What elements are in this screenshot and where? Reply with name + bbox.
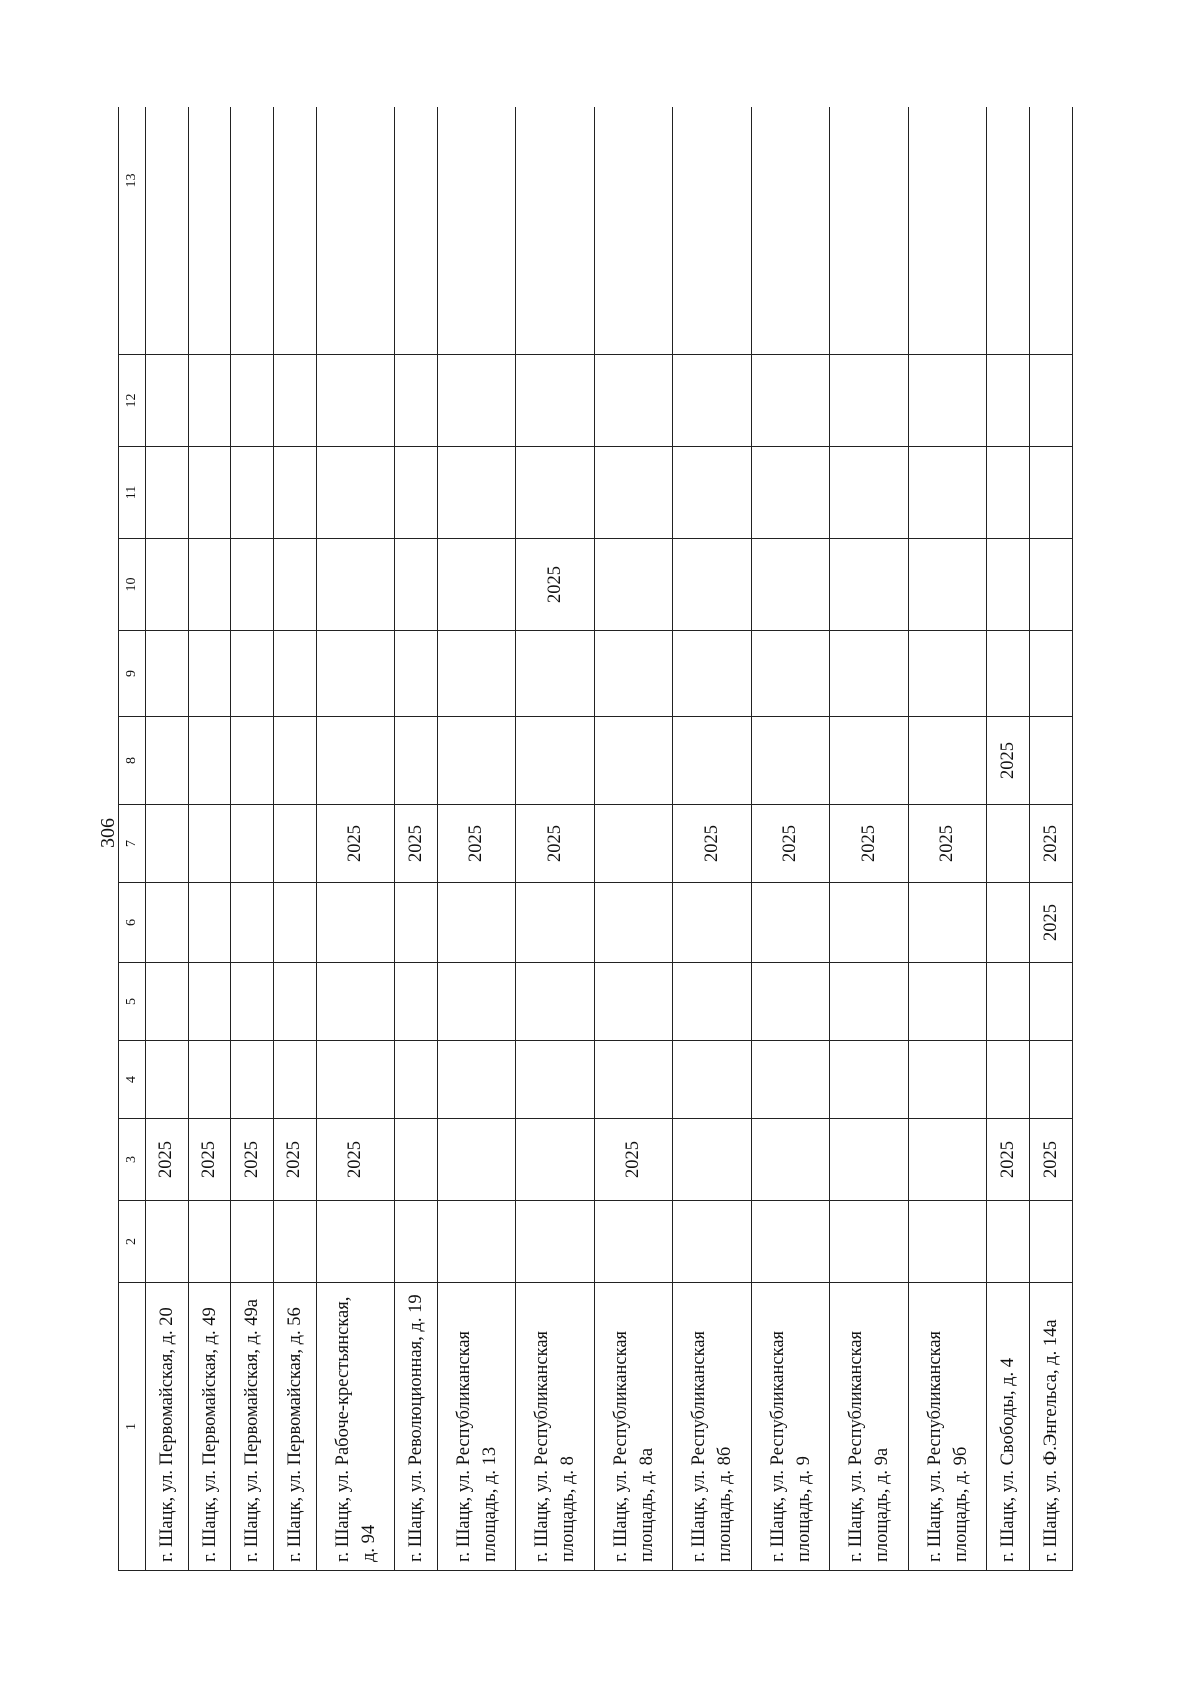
column-header-10: 10 xyxy=(119,539,146,631)
table-row xyxy=(987,107,1030,1571)
year-cell xyxy=(1030,107,1073,355)
year-cell xyxy=(908,717,987,805)
year-cell xyxy=(437,963,516,1041)
year-cell xyxy=(987,107,1030,355)
year-cell xyxy=(673,447,752,539)
year-cell xyxy=(1030,963,1073,1041)
address-cell xyxy=(316,1283,395,1571)
address-text: г. Шацк, ул. Первомайская, д. 56 xyxy=(284,1307,305,1562)
year-cell: 2025 xyxy=(908,805,987,883)
year-cell xyxy=(231,717,274,805)
year-cell xyxy=(188,805,231,883)
year-cell xyxy=(908,355,987,447)
year-cell xyxy=(908,963,987,1041)
year-cell: 2025 xyxy=(146,1119,189,1201)
year-cell xyxy=(673,1119,752,1201)
year-cell xyxy=(751,1041,830,1119)
year-cell xyxy=(751,883,830,963)
year-cell xyxy=(437,447,516,539)
year-cell xyxy=(830,355,909,447)
year-cell xyxy=(231,447,274,539)
year-cell xyxy=(395,447,438,539)
year-cell xyxy=(395,355,438,447)
year-cell xyxy=(987,883,1030,963)
year-cell xyxy=(1030,539,1073,631)
year-cell xyxy=(231,1201,274,1283)
year-cell xyxy=(516,1041,595,1119)
table-row xyxy=(908,107,987,1571)
year-cell xyxy=(516,883,595,963)
year-cell xyxy=(1030,355,1073,447)
address-text: г. Шацк, ул. Первомайская, д. 49а xyxy=(242,1299,263,1562)
year-cell xyxy=(987,447,1030,539)
column-header-6: 6 xyxy=(119,883,146,963)
address-text: г. Шацк, ул. Республиканская площадь, д. 8б xyxy=(689,1330,736,1562)
year-cell xyxy=(188,107,231,355)
address-cell xyxy=(751,1283,830,1571)
year-cell: 2025 xyxy=(316,805,395,883)
year-cell xyxy=(437,107,516,355)
year-cell xyxy=(594,355,673,447)
year-cell xyxy=(830,963,909,1041)
year-cell xyxy=(751,539,830,631)
year-cell xyxy=(908,1041,987,1119)
year-cell xyxy=(516,107,595,355)
address-cell xyxy=(673,1283,752,1571)
year-cell xyxy=(146,1201,189,1283)
year-cell xyxy=(987,1041,1030,1119)
year-cell xyxy=(395,717,438,805)
year-cell xyxy=(987,631,1030,717)
year-cell xyxy=(188,631,231,717)
year-cell xyxy=(146,883,189,963)
column-header-3: 3 xyxy=(119,1119,146,1201)
year-cell xyxy=(395,963,438,1041)
address-cell xyxy=(395,1283,438,1571)
year-cell xyxy=(437,539,516,631)
year-cell xyxy=(437,1201,516,1283)
year-cell xyxy=(594,805,673,883)
address-text: г. Шацк, ул. Первомайская, д. 49 xyxy=(199,1307,220,1562)
address-cell xyxy=(231,1283,274,1571)
year-cell xyxy=(516,717,595,805)
year-cell xyxy=(1030,1041,1073,1119)
address-cell xyxy=(516,1283,595,1571)
address-text: г. Шацк, ул. Рабоче-крестьянская, д. 94 xyxy=(332,1296,379,1562)
year-cell xyxy=(673,717,752,805)
column-header-12: 12 xyxy=(119,355,146,447)
year-cell xyxy=(231,963,274,1041)
year-cell xyxy=(437,355,516,447)
year-cell xyxy=(395,883,438,963)
year-cell xyxy=(274,1201,317,1283)
year-cell xyxy=(274,805,317,883)
year-cell: 2025 xyxy=(395,805,438,883)
year-cell xyxy=(751,1201,830,1283)
year-cell xyxy=(751,447,830,539)
year-cell xyxy=(231,539,274,631)
year-cell xyxy=(908,631,987,717)
year-cell xyxy=(188,717,231,805)
year-cell xyxy=(830,1201,909,1283)
year-cell xyxy=(274,1041,317,1119)
year-cell xyxy=(316,1201,395,1283)
year-cell xyxy=(987,539,1030,631)
year-cell xyxy=(146,631,189,717)
year-cell xyxy=(188,447,231,539)
year-cell xyxy=(274,631,317,717)
year-cell xyxy=(146,1041,189,1119)
year-cell: 2025 xyxy=(437,805,516,883)
year-cell xyxy=(146,717,189,805)
year-cell xyxy=(395,631,438,717)
year-cell xyxy=(274,355,317,447)
year-cell xyxy=(188,355,231,447)
year-cell xyxy=(316,539,395,631)
column-header-5: 5 xyxy=(119,963,146,1041)
year-cell xyxy=(673,963,752,1041)
year-cell xyxy=(830,1041,909,1119)
year-cell xyxy=(395,1201,438,1283)
table-row xyxy=(316,107,395,1571)
year-cell xyxy=(673,883,752,963)
year-cell xyxy=(231,1041,274,1119)
year-cell xyxy=(751,717,830,805)
year-cell xyxy=(146,539,189,631)
year-cell: 2025 xyxy=(594,1119,673,1201)
address-cell xyxy=(594,1283,673,1571)
rotated-table-wrapper xyxy=(118,107,1073,1571)
column-header-1: 1 xyxy=(119,1283,146,1571)
year-cell xyxy=(751,963,830,1041)
year-cell xyxy=(316,107,395,355)
year-cell xyxy=(594,1201,673,1283)
year-cell xyxy=(516,355,595,447)
year-cell xyxy=(1030,1201,1073,1283)
year-cell xyxy=(316,883,395,963)
year-cell xyxy=(987,1201,1030,1283)
year-cell xyxy=(673,631,752,717)
column-header-9: 9 xyxy=(119,631,146,717)
table-row xyxy=(673,107,752,1571)
year-cell: 2025 xyxy=(274,1119,317,1201)
year-cell xyxy=(231,631,274,717)
year-cell xyxy=(751,1119,830,1201)
address-text: г. Шацк, ул. Республиканская площадь, д. 8 xyxy=(532,1330,579,1562)
year-cell xyxy=(188,539,231,631)
address-cell xyxy=(146,1283,189,1571)
year-cell xyxy=(437,631,516,717)
address-text: г. Шацк, ул. Первомайская, д. 20 xyxy=(156,1307,177,1562)
year-cell xyxy=(274,883,317,963)
year-cell xyxy=(594,107,673,355)
column-header-2: 2 xyxy=(119,1201,146,1283)
year-cell: 2025 xyxy=(516,805,595,883)
year-cell xyxy=(516,963,595,1041)
table-row xyxy=(830,107,909,1571)
address-cell xyxy=(274,1283,317,1571)
year-cell: 2025 xyxy=(987,717,1030,805)
table-row xyxy=(1030,107,1073,1571)
year-cell xyxy=(830,717,909,805)
table-body xyxy=(146,107,1073,1571)
year-cell xyxy=(516,447,595,539)
year-cell xyxy=(594,631,673,717)
year-cell xyxy=(437,1119,516,1201)
year-cell xyxy=(395,1119,438,1201)
year-cell: 2025 xyxy=(1030,883,1073,963)
address-cell xyxy=(188,1283,231,1571)
address-cell xyxy=(908,1283,987,1571)
year-cell xyxy=(437,883,516,963)
year-cell xyxy=(830,1119,909,1201)
year-cell xyxy=(751,107,830,355)
address-text: г. Шацк, ул. Республиканская площадь, д. 9б xyxy=(924,1330,971,1562)
year-cell xyxy=(274,107,317,355)
year-cell xyxy=(316,631,395,717)
year-cell: 2025 xyxy=(188,1119,231,1201)
year-cell: 2025 xyxy=(231,1119,274,1201)
year-cell xyxy=(830,539,909,631)
year-cell xyxy=(1030,447,1073,539)
year-cell xyxy=(188,1041,231,1119)
year-cell xyxy=(395,539,438,631)
table-row xyxy=(751,107,830,1571)
year-cell xyxy=(516,631,595,717)
page-number: 306 xyxy=(97,818,119,848)
year-cell xyxy=(516,1201,595,1283)
address-cell xyxy=(830,1283,909,1571)
table-row xyxy=(231,107,274,1571)
year-cell xyxy=(146,355,189,447)
year-cell xyxy=(830,883,909,963)
year-cell: 2025 xyxy=(1030,805,1073,883)
year-cell xyxy=(830,107,909,355)
year-cell xyxy=(908,447,987,539)
column-header-11: 11 xyxy=(119,447,146,539)
year-cell: 2025 xyxy=(751,805,830,883)
year-cell xyxy=(751,355,830,447)
table-row xyxy=(274,107,317,1571)
year-cell xyxy=(594,447,673,539)
year-cell xyxy=(274,447,317,539)
year-cell xyxy=(673,355,752,447)
year-cell xyxy=(987,355,1030,447)
year-cell xyxy=(673,1201,752,1283)
year-cell xyxy=(316,447,395,539)
year-cell xyxy=(908,539,987,631)
address-text: г. Шацк, ул. Революционная, д. 19 xyxy=(406,1294,427,1562)
planning-table xyxy=(118,107,1073,1571)
year-cell: 2025 xyxy=(987,1119,1030,1201)
year-cell xyxy=(188,883,231,963)
year-cell xyxy=(1030,717,1073,805)
year-cell xyxy=(316,1041,395,1119)
year-cell xyxy=(146,447,189,539)
year-cell xyxy=(395,1041,438,1119)
year-cell xyxy=(274,539,317,631)
year-cell xyxy=(594,717,673,805)
address-cell xyxy=(437,1283,516,1571)
year-cell xyxy=(316,963,395,1041)
year-cell xyxy=(437,717,516,805)
address-text: г. Шацк, ул. Республиканская площадь, д. 8а xyxy=(610,1330,657,1562)
year-cell xyxy=(274,963,317,1041)
year-cell xyxy=(987,963,1030,1041)
year-cell xyxy=(594,539,673,631)
column-header-4: 4 xyxy=(119,1041,146,1119)
year-cell xyxy=(830,447,909,539)
column-header-8: 8 xyxy=(119,717,146,805)
table-row xyxy=(594,107,673,1571)
year-cell xyxy=(231,355,274,447)
year-cell xyxy=(231,805,274,883)
year-cell xyxy=(146,805,189,883)
year-cell xyxy=(673,1041,752,1119)
year-cell xyxy=(231,107,274,355)
year-cell: 2025 xyxy=(830,805,909,883)
address-text: г. Шацк, ул. Ф.Энгельса, д. 14а xyxy=(1041,1319,1062,1562)
year-cell xyxy=(908,107,987,355)
document-table-frame xyxy=(118,107,1073,1571)
table-row xyxy=(395,107,438,1571)
table-row xyxy=(188,107,231,1571)
year-cell xyxy=(673,107,752,355)
year-cell xyxy=(594,1041,673,1119)
year-cell xyxy=(146,107,189,355)
year-cell xyxy=(316,717,395,805)
header-row xyxy=(119,107,146,1571)
table-row xyxy=(146,107,189,1571)
year-cell xyxy=(751,631,830,717)
year-cell: 2025 xyxy=(316,1119,395,1201)
year-cell xyxy=(231,883,274,963)
table-row xyxy=(437,107,516,1571)
year-cell xyxy=(316,355,395,447)
year-cell xyxy=(274,717,317,805)
year-cell xyxy=(673,539,752,631)
table-row xyxy=(516,107,595,1571)
year-cell xyxy=(908,1201,987,1283)
year-cell xyxy=(516,1119,595,1201)
year-cell xyxy=(395,107,438,355)
address-cell xyxy=(987,1283,1030,1571)
year-cell: 2025 xyxy=(516,539,595,631)
year-cell xyxy=(908,1119,987,1201)
column-header-13: 13 xyxy=(119,107,146,355)
year-cell xyxy=(987,805,1030,883)
address-text: г. Шацк, ул. Республиканская площадь, д. 13 xyxy=(453,1330,500,1562)
year-cell xyxy=(594,963,673,1041)
year-cell: 2025 xyxy=(673,805,752,883)
year-cell xyxy=(146,963,189,1041)
year-cell xyxy=(437,1041,516,1119)
column-header-7: 7 xyxy=(119,805,146,883)
year-cell xyxy=(830,631,909,717)
year-cell xyxy=(1030,631,1073,717)
year-cell xyxy=(188,1201,231,1283)
year-cell: 2025 xyxy=(1030,1119,1073,1201)
year-cell xyxy=(594,883,673,963)
address-text: г. Шацк, ул. Республиканская площадь, д. 9 xyxy=(767,1330,814,1562)
address-cell xyxy=(1030,1283,1073,1571)
year-cell xyxy=(188,963,231,1041)
address-text: г. Шацк, ул. Республиканская площадь, д. 9а xyxy=(846,1330,893,1562)
address-text: г. Шацк, ул. Свободы, д. 4 xyxy=(998,1357,1019,1562)
year-cell xyxy=(908,883,987,963)
